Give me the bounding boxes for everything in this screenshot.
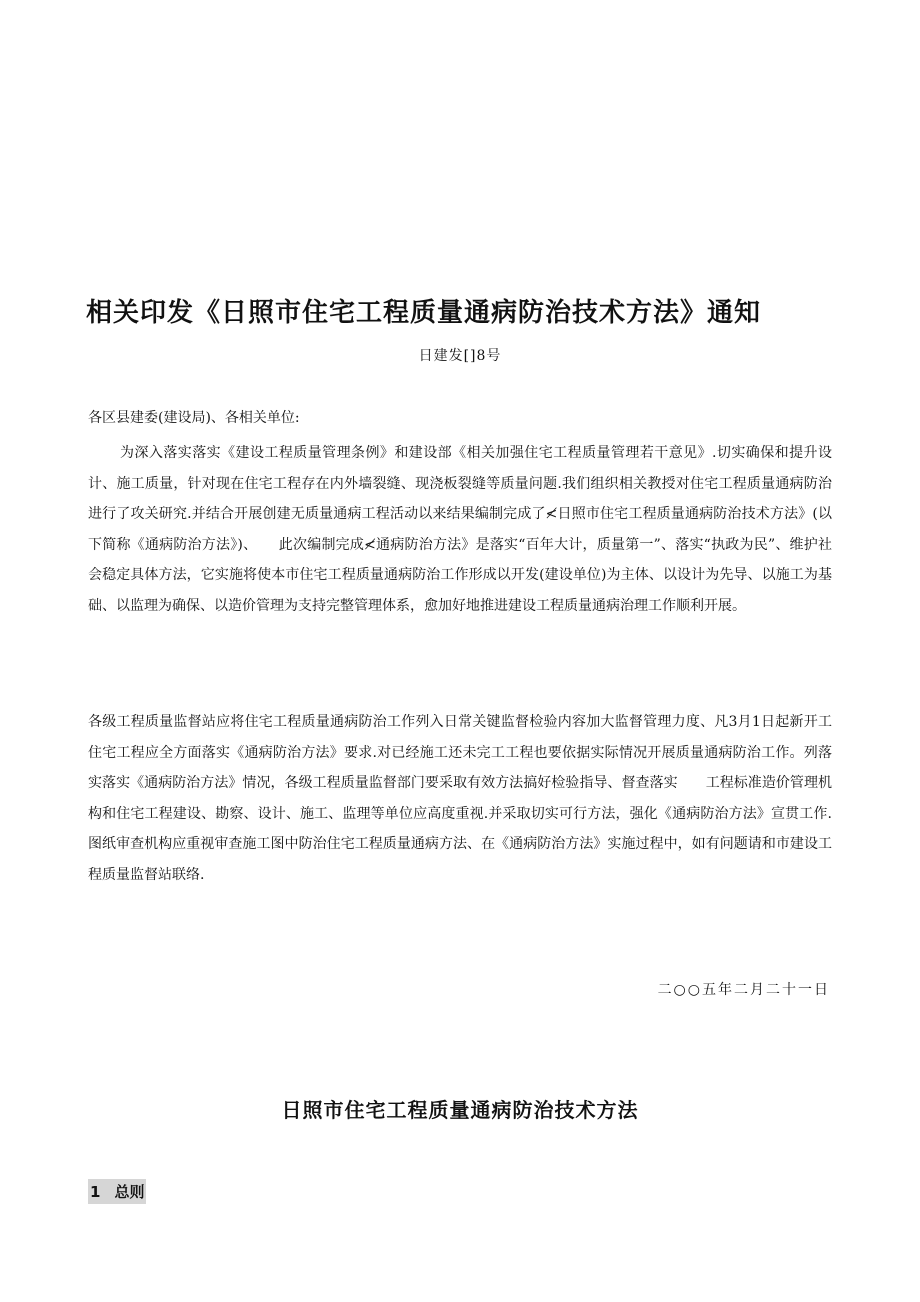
body-paragraph-2: 各级工程质量监督站应将住宅工程质量通病防治工作列入日常关键监督检验内容加大监督管理力度、凡3月1日起新开工住宅工程应全方面落实《通病防治方法》要求.对已经施工还未完工工程也要依据实际情况开展质量通病防治工作。列落实落实《通病防治方法》情况，各级工程质量监督部门要采取有效方法搞好检验指导、督查落实 工程标准造价管理机构和住宅工程建设、勘察、设计、施工、监理等单位应高度重视.并采取切实可行方法，强化《通病防治方法》宣贯工作.图纸审查机构应重视审查施工图中防治住宅工程质量通病方法、在《通病防治方法》实施过程中，如有问题请和市建设工程质量监督站联络.	[88, 714, 832, 883]
section-heading	[88, 1179, 146, 1204]
section-label: 总则	[114, 1183, 145, 1201]
issue-date: 二○○五年二月二十一日	[657, 982, 830, 998]
attachment-title: 日照市住宅工程质量通病防治技术方法	[281, 1098, 639, 1122]
body-paragraph-1: 为深入落实落实《建设工程质量管理条例》和建设部《相关加强住宅工程质量管理若干意见》.切实确保和提升设计、施工质量，针对现在住宅工程存在内外墙裂缝、现浇板裂缝等质量问题.我们组织相关教授对住宅工程质量通病防治进行了攻关研究.并结合开展创建无质量通病工程活动以来结果编制完成了≮日照市住宅工程质量通病防治技术方法》(以下简称《通病防治方法》)、 此次编制完成≮通病防治方法》是落实“百年大计，质量第一”、落实“执政为民”、维护社会稳定具体方法，它实施将使本市住宅工程质量通病防治工作形成以开发(建设单位)为主体、以设计为先导、以施工为基础、以监理为确保、以造价管理为支持完整管理体系，愈加好地推进建设工程质量通病治理工作顺利开展。	[88, 445, 832, 614]
document-number: 日建发[]8号	[418, 348, 502, 364]
document-title: 相关印发《日照市住宅工程质量通病防治技术方法》通知	[86, 298, 762, 328]
section-number: 1	[90, 1183, 101, 1201]
salutation: 各区县建委(建设局)、各相关单位:	[88, 410, 300, 426]
